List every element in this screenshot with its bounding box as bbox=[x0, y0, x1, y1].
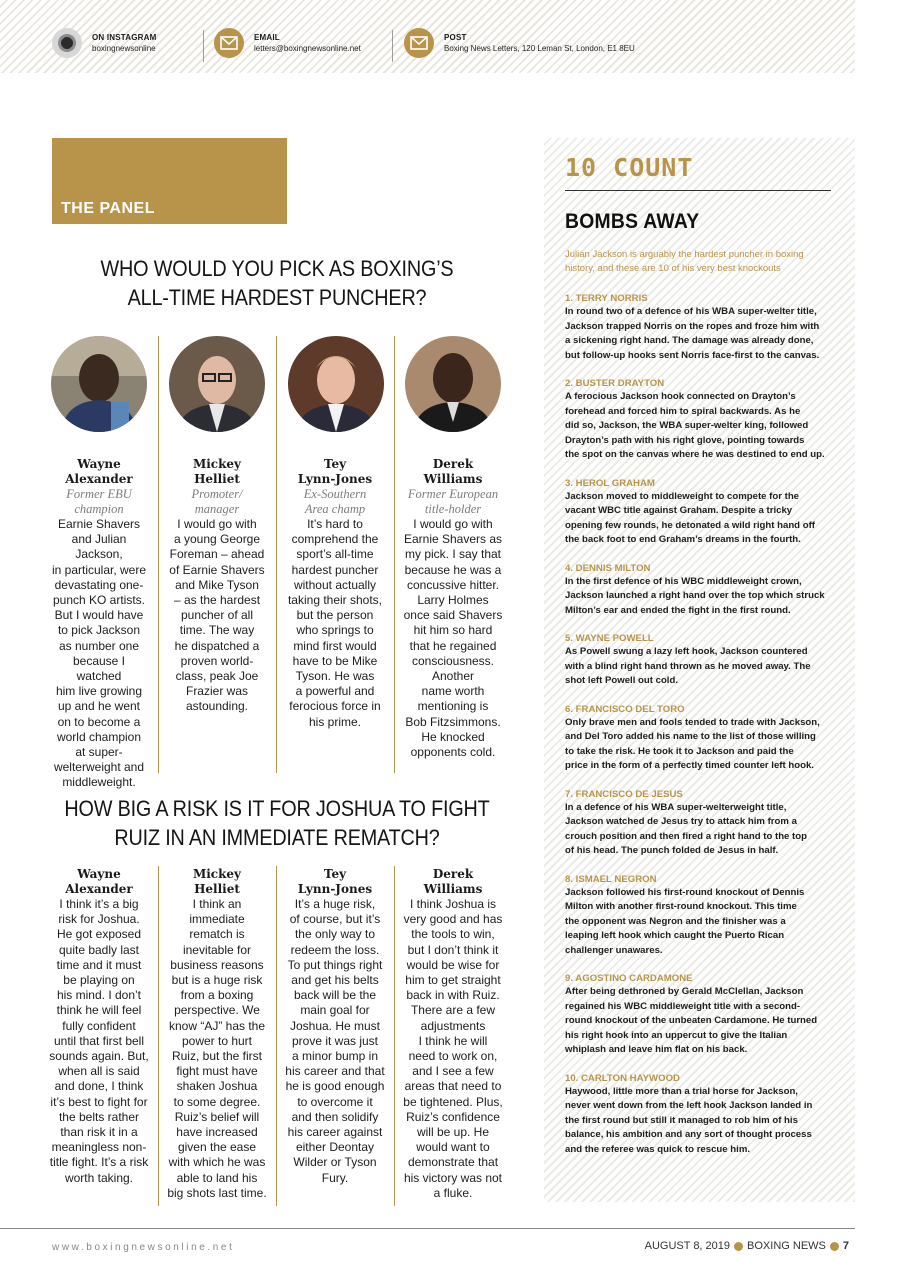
knockout-line: In round two of a defence of his WBA super-welter title, bbox=[565, 306, 817, 317]
panelist-name: Wayne bbox=[77, 867, 121, 881]
answer-line: Bob Fitzsimmons. bbox=[405, 714, 501, 729]
answer-line: fully confident bbox=[62, 1018, 136, 1033]
avatar-wayne-alexander bbox=[51, 336, 147, 432]
column-divider bbox=[158, 866, 159, 1206]
answer-line: comprehend the bbox=[291, 532, 379, 547]
answer-text bbox=[285, 897, 385, 1186]
knockout-line: did so, Jackson, the WBA super-welter king, followed bbox=[565, 420, 809, 431]
page-number: 7 bbox=[842, 1240, 849, 1252]
panelist-name: Tey bbox=[323, 867, 347, 881]
answer-line: of course, but it’s bbox=[289, 912, 381, 927]
answer-line: immediate bbox=[189, 912, 245, 927]
answer-line: sport’s all-time bbox=[296, 547, 374, 562]
answer-line: his career against bbox=[287, 1125, 383, 1140]
answer-line: without actually bbox=[293, 577, 377, 592]
answer-line: be playing on bbox=[63, 973, 135, 988]
answer-line: opponents cold. bbox=[410, 745, 496, 760]
answer-text bbox=[167, 517, 267, 715]
knockout-item bbox=[565, 292, 837, 363]
answer-line: a young George bbox=[173, 532, 261, 547]
panelist-name: Williams bbox=[423, 882, 483, 896]
panelist-role: Former EBU bbox=[66, 487, 132, 501]
answer-line: up and he went bbox=[57, 699, 141, 714]
answer-line: devastating one- bbox=[54, 577, 144, 592]
answer-line: him live growing bbox=[55, 684, 143, 699]
panel-title: THE PANEL bbox=[61, 200, 155, 217]
question-2-line-2: RUIZ IN AN IMMEDIATE REMATCH? bbox=[114, 825, 440, 850]
answer-line: on to become a bbox=[57, 714, 141, 729]
footer-publication: BOXING NEWS bbox=[747, 1240, 826, 1252]
answer-line: he is good enough bbox=[285, 1079, 385, 1094]
answer-line: title fight. It’s a risk bbox=[49, 1155, 149, 1170]
answer-line: rematch is bbox=[189, 927, 245, 942]
answer-line: risk for Joshua. bbox=[58, 912, 140, 927]
answer-line: Another bbox=[431, 669, 475, 684]
knockout-text bbox=[565, 390, 837, 463]
sidebar-intro: Julian Jackson is arguably the hardest puncher in boxing history, and these are 10 of his very best knockouts bbox=[565, 249, 804, 274]
knockout-line: As Powell swung a lazy left hook, Jackson countered bbox=[565, 646, 808, 657]
ten-count-sidebar bbox=[544, 138, 855, 1202]
panelist-role: Area champ bbox=[304, 502, 366, 516]
answer-line: and done, I think bbox=[54, 1079, 144, 1094]
bullet-icon bbox=[734, 1242, 743, 1251]
panelist-name: Lynn-Jones bbox=[297, 882, 373, 896]
answer-line: him to get straight bbox=[405, 973, 501, 988]
email-label: EMAIL bbox=[254, 33, 280, 42]
panelist-role: manager bbox=[194, 502, 240, 516]
answer-line: proven world- bbox=[180, 653, 254, 668]
envelope-icon bbox=[214, 28, 244, 58]
knockout-line: Jackson trapped Norris on the ropes and froze him with bbox=[565, 320, 820, 332]
instagram-contact[interactable] bbox=[52, 28, 156, 58]
answer-line: astounding. bbox=[185, 699, 249, 714]
answer-line: able to land his bbox=[176, 1170, 258, 1185]
knockout-line: In a defence of his WBA super-welterweight title, bbox=[565, 801, 787, 813]
footer-url[interactable]: www.boxingnewsonline.net bbox=[52, 1242, 235, 1253]
answer-line: but is a huge risk bbox=[171, 973, 263, 988]
knockout-line: Jackson moved to middleweight to compete for the bbox=[565, 490, 800, 502]
answer-line: Larry Holmes bbox=[417, 593, 489, 608]
knockout-line: A ferocious Jackson hook connected on Drayton’s bbox=[565, 391, 796, 402]
answer-line: to some degree. bbox=[173, 1094, 261, 1109]
answer-line: main goal for bbox=[300, 1003, 370, 1018]
panelist-role: Promoter/ bbox=[191, 487, 243, 501]
answer-line: until that first bell bbox=[53, 1033, 145, 1048]
panelist-name: Derek bbox=[432, 457, 474, 471]
knockout-line: with a blind right hand thrown as he moved away. The bbox=[565, 660, 811, 672]
knockout-line: After being dethroned by Gerald McClellan, Jackson bbox=[565, 986, 804, 997]
sidebar-kicker: 10 COUNT bbox=[565, 153, 694, 182]
answer-line: a fluke. bbox=[433, 1185, 473, 1200]
avatar-derek-williams bbox=[405, 336, 501, 432]
post-address: Boxing News Letters, 120 Leman St, London, E1 8EU bbox=[444, 44, 635, 53]
answer-line: as number one bbox=[58, 638, 140, 653]
answer-line: He got exposed bbox=[56, 927, 142, 942]
answer-line: I would go with bbox=[177, 517, 257, 531]
answer-line: I think he will bbox=[418, 1033, 488, 1048]
answer-line: and then solidify bbox=[291, 1109, 379, 1124]
answer-line: and Julian Jackson, bbox=[71, 532, 127, 562]
answer-line: with which he was bbox=[168, 1155, 266, 1170]
column-divider bbox=[276, 866, 277, 1206]
knockout-line: price in the form of a perfectly timed counter left hook. bbox=[565, 760, 814, 771]
sidebar-title: BOMBS AWAY bbox=[565, 210, 700, 233]
answer-line: but the person bbox=[296, 608, 374, 623]
answer-line: think he will feel bbox=[56, 1003, 142, 1018]
q1-answer-tey-lynn-jones bbox=[285, 457, 385, 730]
knockout-item bbox=[565, 377, 837, 463]
answer-line: shaken Joshua bbox=[176, 1079, 258, 1094]
divider bbox=[392, 30, 393, 62]
panelist-name: Mickey bbox=[192, 867, 242, 881]
answer-line: big shots last time. bbox=[167, 1185, 267, 1200]
answer-line: and Mike Tyson bbox=[175, 577, 259, 592]
answer-line: redeem the loss. bbox=[290, 942, 380, 957]
column-divider bbox=[276, 336, 277, 773]
answer-line: have to be Mike bbox=[292, 653, 378, 668]
knockout-line: forehead and forced him to spiral backwards. As he bbox=[565, 405, 801, 417]
answer-text bbox=[403, 897, 503, 1201]
panelist-name: Derek bbox=[432, 867, 474, 881]
answer-line: he dispatched a bbox=[174, 638, 260, 653]
answer-line: would want to bbox=[416, 1140, 490, 1155]
answer-line: mentioning is bbox=[417, 699, 489, 714]
answer-line: have increased bbox=[176, 1125, 258, 1140]
question-2 bbox=[57, 794, 498, 852]
instagram-handle: boxingnewsonline bbox=[92, 44, 156, 53]
knockout-line: Milton’s ear and ended the fight in the first round. bbox=[565, 604, 791, 616]
answer-line: I think it’s a big bbox=[59, 897, 139, 911]
knockout-line: the spot on the canvas where he was destined to end up. bbox=[565, 449, 825, 460]
answer-line: because he was a bbox=[404, 562, 502, 577]
knockout-list bbox=[565, 292, 837, 1171]
envelope-icon bbox=[404, 28, 434, 58]
knockout-text bbox=[565, 645, 837, 689]
answer-text bbox=[403, 517, 503, 760]
answer-line: I think an bbox=[192, 897, 242, 911]
knockout-line: challenger unawares. bbox=[565, 944, 663, 956]
knockout-line: Only brave men and fools tended to trade with Jackson, bbox=[565, 716, 820, 728]
panelist-name: Lynn-Jones bbox=[297, 472, 373, 486]
knockout-item bbox=[565, 703, 837, 774]
knockout-heading: 10. CARLTON HAYWOOD bbox=[565, 1072, 680, 1084]
knockout-heading: 7. FRANCISCO DE JESUS bbox=[565, 788, 683, 800]
knockout-item bbox=[565, 477, 837, 548]
answer-line: worth taking. bbox=[64, 1170, 134, 1185]
answer-line: when all is said bbox=[58, 1064, 140, 1079]
answer-line: who springs to bbox=[296, 623, 374, 638]
knockout-heading: 8. ISMAEL NEGRON bbox=[565, 873, 657, 885]
answer-line: Ruiz’s confidence bbox=[406, 1109, 500, 1124]
panelist-role: champion bbox=[74, 502, 124, 516]
answer-line: meaningless non- bbox=[51, 1140, 147, 1155]
knockout-line: Jackson followed his first-round knockout of Dennis bbox=[565, 886, 805, 898]
answer-line: need to work on, bbox=[408, 1049, 498, 1064]
knockout-heading: 9. AGOSTINO CARDAMONE bbox=[565, 973, 693, 984]
knockout-line: leaping left hook which caught the Puerto Rican bbox=[565, 930, 785, 941]
answer-line: quite badly last bbox=[58, 942, 140, 957]
knockout-line: a sickening right hand. The damage was already done, bbox=[565, 335, 814, 346]
answer-line: given the ease bbox=[177, 1140, 257, 1155]
knockout-line: the back foot to end Graham’s dreams in the fourth. bbox=[565, 534, 801, 545]
q1-answer-mickey-helliet bbox=[167, 457, 267, 715]
answer-line: Fury. bbox=[321, 1170, 349, 1185]
knockout-text bbox=[565, 716, 837, 774]
answer-line: Frazier was bbox=[185, 684, 248, 699]
divider bbox=[203, 30, 204, 62]
answer-line: the tools to win, bbox=[411, 927, 495, 942]
answer-text bbox=[167, 897, 267, 1201]
answer-line: time and it must bbox=[56, 957, 142, 972]
avatar-tey-lynn-jones bbox=[288, 336, 384, 432]
answer-line: and I see a few bbox=[412, 1064, 494, 1079]
answer-line: puncher of all bbox=[180, 608, 254, 623]
knockout-heading: 2. BUSTER DRAYTON bbox=[565, 378, 665, 389]
knockout-line: Haywood, little more than a trial horse for Jackson, bbox=[565, 1085, 798, 1097]
answer-line: ferocious force in bbox=[289, 699, 381, 714]
answer-line: hardest puncher bbox=[291, 562, 379, 577]
contact-header bbox=[0, 0, 855, 73]
answer-text bbox=[49, 897, 149, 1186]
q2-answer-mickey-helliet bbox=[167, 867, 267, 1201]
panelist-name: Alexander bbox=[65, 882, 133, 896]
knockout-text bbox=[565, 985, 837, 1058]
knockout-line: shot left Powell out cold. bbox=[565, 675, 678, 686]
answer-line: He knocked bbox=[421, 729, 485, 744]
answer-line: punch KO artists. bbox=[52, 593, 146, 608]
knockout-line: regained his WBC middleweight title with a second- bbox=[565, 1000, 801, 1012]
knockout-item bbox=[565, 788, 837, 859]
answer-line: to pick Jackson bbox=[57, 623, 141, 638]
answer-line: that he regained bbox=[409, 638, 497, 653]
knockout-heading: 3. HEROL GRAHAM bbox=[565, 477, 655, 489]
column-divider bbox=[394, 866, 395, 1206]
bullet-icon bbox=[830, 1242, 839, 1251]
knockout-text bbox=[565, 490, 837, 548]
answer-line: middleweight. bbox=[62, 775, 136, 790]
instagram-icon bbox=[52, 28, 82, 58]
q1-answer-derek-williams bbox=[403, 457, 503, 760]
answer-line: consciousness. bbox=[411, 653, 495, 668]
knockout-text bbox=[565, 1085, 837, 1158]
knockout-line: In the first defence of his WBC middleweight crown, bbox=[565, 575, 802, 587]
sidebar-rule bbox=[565, 190, 831, 191]
answer-line: business reasons bbox=[170, 957, 264, 972]
answer-line: my pick. I say that bbox=[404, 547, 502, 562]
question-1-line-2: ALL-TIME HARDEST PUNCHER? bbox=[127, 285, 427, 310]
panelist-name: Williams bbox=[423, 472, 483, 486]
knockout-heading: 4. DENNIS MILTON bbox=[565, 562, 651, 574]
answer-line: hit him so hard bbox=[413, 623, 493, 638]
answer-line: the only way to bbox=[294, 927, 376, 942]
answer-line: prove it was just bbox=[291, 1033, 379, 1048]
answer-line: Joshua. He must bbox=[289, 1018, 381, 1033]
answer-line: It’s hard to bbox=[307, 517, 363, 531]
knockout-text bbox=[565, 801, 837, 859]
answer-line: his career and that bbox=[285, 1064, 385, 1079]
answer-line: concussive hitter. bbox=[406, 577, 500, 592]
panelist-name: Helliet bbox=[194, 472, 240, 486]
answer-line: once said Shavers bbox=[403, 608, 503, 623]
answer-line: than risk it in a bbox=[60, 1125, 138, 1140]
knockout-line: Jackson launched a right hand over the top which struck bbox=[565, 590, 825, 601]
answer-line: the belts rather bbox=[58, 1109, 140, 1124]
email-address: letters@boxingnewsonline.net bbox=[254, 44, 361, 53]
answer-line: sounds again. But, bbox=[49, 1049, 149, 1064]
answer-line: adjustments bbox=[420, 1018, 486, 1033]
knockout-line: Drayton’s path with his right glove, pointing towards bbox=[565, 434, 805, 446]
answer-line: in particular, were bbox=[51, 562, 147, 577]
panelist-role: Ex-Southern bbox=[303, 487, 367, 501]
answer-line: back in with Ruiz. bbox=[406, 988, 500, 1003]
panelist-name: Mickey bbox=[192, 457, 242, 471]
answer-line: mind first would bbox=[293, 638, 377, 653]
knockout-line: of his head. The punch folded de Jesus in half. bbox=[565, 845, 779, 856]
panel-title-box bbox=[52, 138, 287, 224]
post-label: POST bbox=[444, 33, 467, 42]
panelist-name: Helliet bbox=[194, 882, 240, 896]
answer-line: Foreman – ahead bbox=[169, 547, 265, 562]
knockout-line: to take the risk. He took it to Jackson and paid the bbox=[565, 745, 794, 757]
knockout-text bbox=[565, 305, 837, 363]
knockout-item bbox=[565, 873, 837, 959]
knockout-line: round knockout of the unbeaten Cardamone. He turned bbox=[565, 1015, 818, 1026]
answer-text bbox=[285, 517, 385, 730]
answer-line: his prime. bbox=[308, 714, 361, 729]
answer-line: fight must have bbox=[176, 1064, 258, 1079]
answer-line: his mind. I don’t bbox=[56, 988, 142, 1003]
knockout-line: vacant WBC title against Graham. Despite a tricky bbox=[565, 505, 793, 516]
knockout-item bbox=[565, 1072, 837, 1158]
answer-line: know “AJ” has the bbox=[168, 1018, 266, 1033]
answer-line: I think Joshua is bbox=[409, 897, 497, 911]
answer-line: time. The way bbox=[179, 623, 255, 638]
answer-line: welterweight and bbox=[53, 760, 145, 775]
answer-line: Earnie Shavers as bbox=[403, 532, 503, 547]
knockout-item bbox=[565, 562, 837, 619]
panelist-role: Former European bbox=[407, 487, 499, 501]
answer-line: Tyson. He was bbox=[295, 669, 375, 684]
knockout-line: the opponent was Negron and the finisher was a bbox=[565, 915, 786, 927]
column-divider bbox=[158, 336, 159, 773]
answer-line: very good and has bbox=[403, 912, 503, 927]
knockout-line: but follow-up hooks sent Norris face-first to the canvas. bbox=[565, 349, 820, 361]
q2-answer-tey-lynn-jones bbox=[285, 867, 385, 1186]
answer-line: Ruiz, but the first bbox=[171, 1049, 263, 1064]
avatar-mickey-helliet bbox=[169, 336, 265, 432]
answer-line: a minor bump in bbox=[291, 1049, 379, 1064]
answer-line: To put things right bbox=[287, 957, 383, 972]
answer-line: name worth bbox=[421, 684, 485, 699]
answer-line: Wilder or Tyson bbox=[293, 1155, 377, 1170]
q2-answer-derek-williams bbox=[403, 867, 503, 1201]
knockout-heading: 6. FRANCISCO DEL TORO bbox=[565, 703, 685, 715]
post-contact bbox=[404, 28, 635, 58]
answer-line: a powerful and bbox=[295, 684, 375, 699]
answer-line: taking their shots, bbox=[287, 593, 383, 608]
answer-line: perspective. We bbox=[174, 1003, 260, 1018]
knockout-line: crouch position and then fired a right hand to the top bbox=[565, 830, 807, 842]
answer-line: But I would have bbox=[54, 608, 144, 623]
knockout-heading: 1. TERRY NORRIS bbox=[565, 293, 648, 304]
footer-date: AUGUST 8, 2019 bbox=[644, 1240, 731, 1252]
answer-line: be tightened. Plus, bbox=[403, 1094, 503, 1109]
question-2-line-1: HOW BIG A RISK IS IT FOR JOSHUA TO FIGHT bbox=[64, 796, 490, 821]
answer-line: of Earnie Shavers bbox=[169, 562, 265, 577]
answer-line: I would go with bbox=[413, 517, 493, 531]
panelist-name: Alexander bbox=[65, 472, 133, 486]
knockout-line: and the referee was quick to rescue him. bbox=[565, 1143, 751, 1155]
panelist-name: Tey bbox=[323, 457, 347, 471]
answer-line: class, peak Joe bbox=[175, 669, 259, 684]
column-divider bbox=[394, 336, 395, 773]
answer-line: his victory was not bbox=[403, 1170, 503, 1185]
question-1-line-1: WHO WOULD YOU PICK AS BOXING’S bbox=[100, 256, 454, 281]
answer-line: – as the hardest bbox=[173, 593, 261, 608]
answer-line: areas that need to bbox=[404, 1079, 502, 1094]
knockout-line: whiplash and leave him flat on his back. bbox=[565, 1044, 748, 1055]
answer-text bbox=[49, 517, 149, 791]
answer-line: Earnie Shavers bbox=[57, 517, 141, 531]
knockout-line: Milton with another first-round knockout. This time bbox=[565, 901, 797, 912]
answer-line: will be up. He bbox=[416, 1125, 490, 1140]
knockout-item bbox=[565, 632, 837, 689]
knockout-line: the first round but still it managed to rob him of his bbox=[565, 1114, 798, 1126]
answer-line: at super- bbox=[75, 745, 123, 760]
panelist-name: Wayne bbox=[77, 457, 121, 471]
knockout-text bbox=[565, 886, 837, 959]
knockout-line: Jackson watched de Jesus try to attack him from a bbox=[565, 816, 797, 827]
knockout-line: never went down from the left hook Jackson landed in bbox=[565, 1100, 813, 1111]
knockout-line: his right hook into an uppercut to give the Italian bbox=[565, 1029, 788, 1041]
answer-line: because I watched bbox=[72, 653, 126, 684]
panelist-role: title-holder bbox=[424, 502, 482, 516]
answer-line: There are a few bbox=[410, 1003, 496, 1018]
answer-line: inevitable for bbox=[182, 942, 252, 957]
answer-line: either Deontay bbox=[295, 1140, 375, 1155]
answer-line: and get his belts bbox=[291, 973, 379, 988]
answer-line: power to hurt bbox=[181, 1033, 253, 1048]
answer-line: demonstrate that bbox=[407, 1155, 499, 1170]
answer-line: would be wise for bbox=[406, 957, 500, 972]
answer-line: It’s a huge risk, bbox=[294, 897, 376, 911]
knockout-item bbox=[565, 972, 837, 1058]
knockout-line: opening few rounds, he detonated a wild right hand off bbox=[565, 519, 815, 531]
question-1 bbox=[93, 254, 462, 312]
answer-line: to overcome it bbox=[297, 1094, 373, 1109]
answer-line: from a boxing bbox=[180, 988, 254, 1003]
knockout-line: balance, his ambition and any sort of thought process bbox=[565, 1129, 812, 1140]
footer-rule bbox=[0, 1228, 855, 1229]
q1-answer-wayne-alexander bbox=[49, 457, 149, 791]
answer-line: world champion bbox=[56, 729, 142, 744]
q2-answer-wayne-alexander bbox=[49, 867, 149, 1186]
knockout-heading: 5. WAYNE POWELL bbox=[565, 633, 654, 644]
answer-line: Ruiz’s belief will bbox=[174, 1109, 260, 1124]
answer-line: it’s best to fight for bbox=[50, 1094, 148, 1109]
answer-line: but I don’t think it bbox=[407, 942, 499, 957]
knockout-line: and Del Toro added his name to the list of those willing bbox=[565, 731, 816, 742]
instagram-label: ON INSTAGRAM bbox=[92, 33, 157, 42]
email-contact[interactable] bbox=[214, 28, 361, 58]
knockout-text bbox=[565, 575, 837, 619]
answer-line: back will be the bbox=[293, 988, 377, 1003]
footer-folio bbox=[645, 1240, 849, 1252]
